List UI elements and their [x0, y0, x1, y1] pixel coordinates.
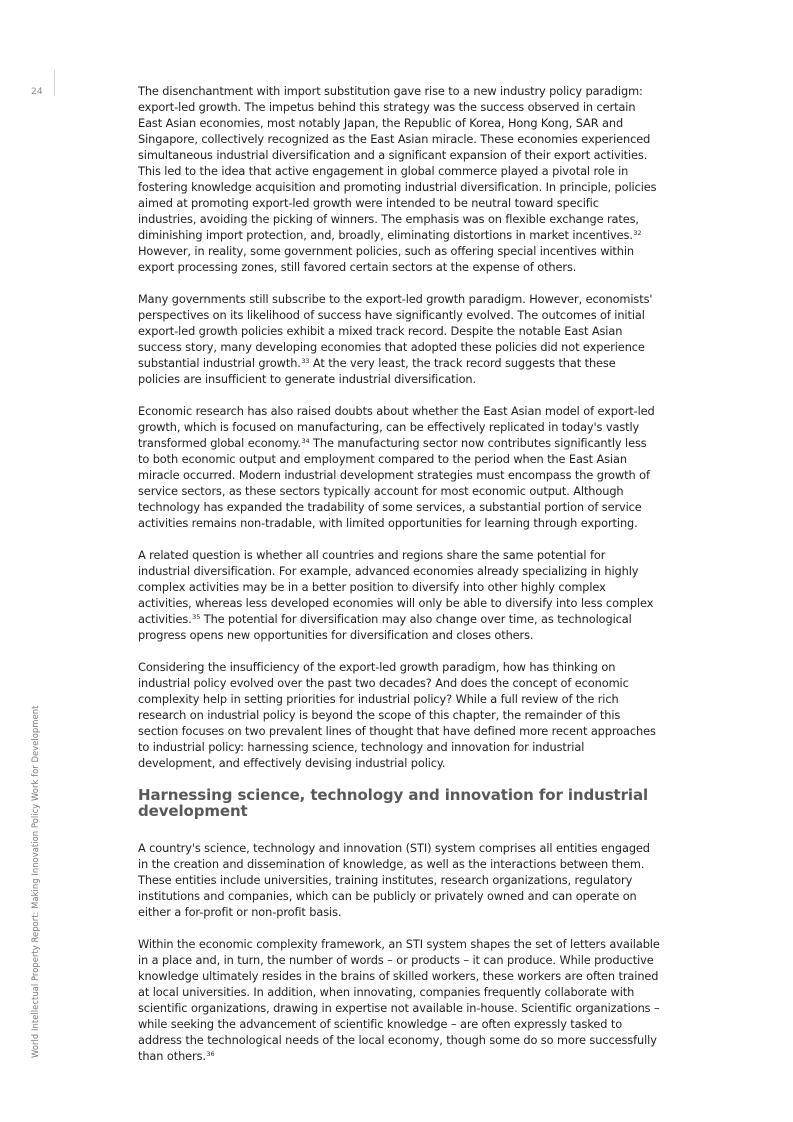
margin-divider	[54, 70, 55, 96]
paragraph-text: At the very least, the track record suggests that these policies are insufficient to generate industrial diversification.	[138, 356, 616, 386]
paragraph-text: Economic research has also raised doubts about whether the East Asian model of export-led growth, which is focused on manufacturing, can be effectively replicated in today's vastly transformed global economy.	[138, 404, 655, 450]
paragraph-text: The manufacturing sector now contributes significantly less to both economic output and employment compared to the period when the East Asian miracle occurred. Modern industrial development strategies must encompass the growth of service sectors, as these sectors typically account for most economic output. Although technology has expanded the tradability of some services, a substantial portion of service activities remains non-tradable, with limited opportunities for learning through exporting.	[138, 436, 650, 530]
page-number: 24	[31, 87, 43, 97]
footnote-ref[interactable]: 36	[206, 1050, 215, 1058]
paragraph-text: A related question is whether all countries and regions share the same potential for industrial diversification. For example, advanced economies already specializing in highly complex activities may be in a better position to diversify into other highly complex activities, whereas less developed economies will only be able to diversify into less complex activities.	[138, 548, 654, 626]
paragraph-text: The potential for diversification may also change over time, as technological progress opens new opportunities for diversification and closes others.	[138, 612, 632, 642]
paragraph-text: Within the economic complexity framework, an STI system shapes the set of letters available in a place and, in turn, the number of words – or products – it can produce. While productive knowledge ultimately resides in the brains of skilled workers, these workers are often trained at local universities. In addition, when innovating, companies frequently collaborate with scientific organizations, drawing in expertise not available in-house. Scientific organizations – while seeking the advancement of scientific knowledge – are often expressly tasked to address the technological needs of the local economy, though some do so more successfully than others.	[138, 937, 660, 1063]
body-paragraph	[138, 291, 660, 387]
footnote-ref[interactable]: 35	[192, 613, 201, 621]
body-paragraph	[138, 83, 660, 275]
body-paragraph	[138, 840, 660, 920]
paragraph-text: A country's science, technology and innovation (STI) system comprises all entities engaged in the creation and dissemination of knowledge, as well as the interactions between them. These entities include universities, training institutes, research organizations, regulatory institutions and companies, which can be publicly or privately owned and can operate on either a for-profit or non-profit basis.	[138, 841, 650, 919]
footnote-ref[interactable]: 32	[633, 229, 642, 237]
footnote-ref[interactable]: 34	[301, 437, 310, 445]
footnote-ref[interactable]: 33	[301, 357, 310, 365]
body-paragraph	[138, 547, 660, 643]
section-heading: Harnessing science, technology and innovation for industrial development	[138, 786, 649, 820]
paragraph-text: Many governments still subscribe to the export-led growth paradigm. However, economists' perspectives on its likelihood of success have significantly evolved. The outcomes of initial export-led growth policies exhibit a mixed track record. Despite the notable East Asian success story, many developing economies that adopted these policies did not experience substantial industrial growth.	[138, 292, 653, 370]
paragraph-text: However, in reality, some government policies, such as offering special incentives within export processing zones, still favored certain sectors at the expense of others.	[138, 244, 635, 274]
body-paragraph	[138, 936, 660, 1064]
running-title: World Intellectual Property Report: Making Innovation Policy Work for Development	[30, 705, 40, 1058]
body-paragraph	[138, 659, 660, 771]
main-content	[138, 83, 660, 1080]
body-paragraph	[138, 403, 660, 531]
paragraph-text: Considering the insufficiency of the export-led growth paradigm, how has thinking on industrial policy evolved over the past two decades? And does the concept of economic complexity help in setting priorities for industrial policy? While a full review of the rich research on industrial policy is beyond the scope of this chapter, the remainder of this section focuses on two prevalent lines of thought that have defined more recent approaches to industrial policy: harnessing science, technology and innovation for industrial development, and effectively devising industrial policy.	[138, 660, 656, 770]
paragraph-text: The disenchantment with import substitution gave rise to a new industry policy paradigm: export-led growth. The impetus behind this strategy was the success observed in certain East Asian economies, most notably Japan, the Republic of Korea, Hong Kong, SAR and Singapore, collectively recognized as the East Asian miracle. These economies experienced simultaneous industrial diversification and a significant expansion of their export activities. This led to the idea that active engagement in global commerce played a pivotal role in fostering knowledge acquisition and promoting industrial diversification. In principle, policies aimed at promoting export-led growth were intended to be neutral toward specific industries, avoiding the picking of winners. The emphasis was on flexible exchange rates, diminishing import protection, and, broadly, eliminating distortions in market incentives.	[138, 84, 657, 242]
